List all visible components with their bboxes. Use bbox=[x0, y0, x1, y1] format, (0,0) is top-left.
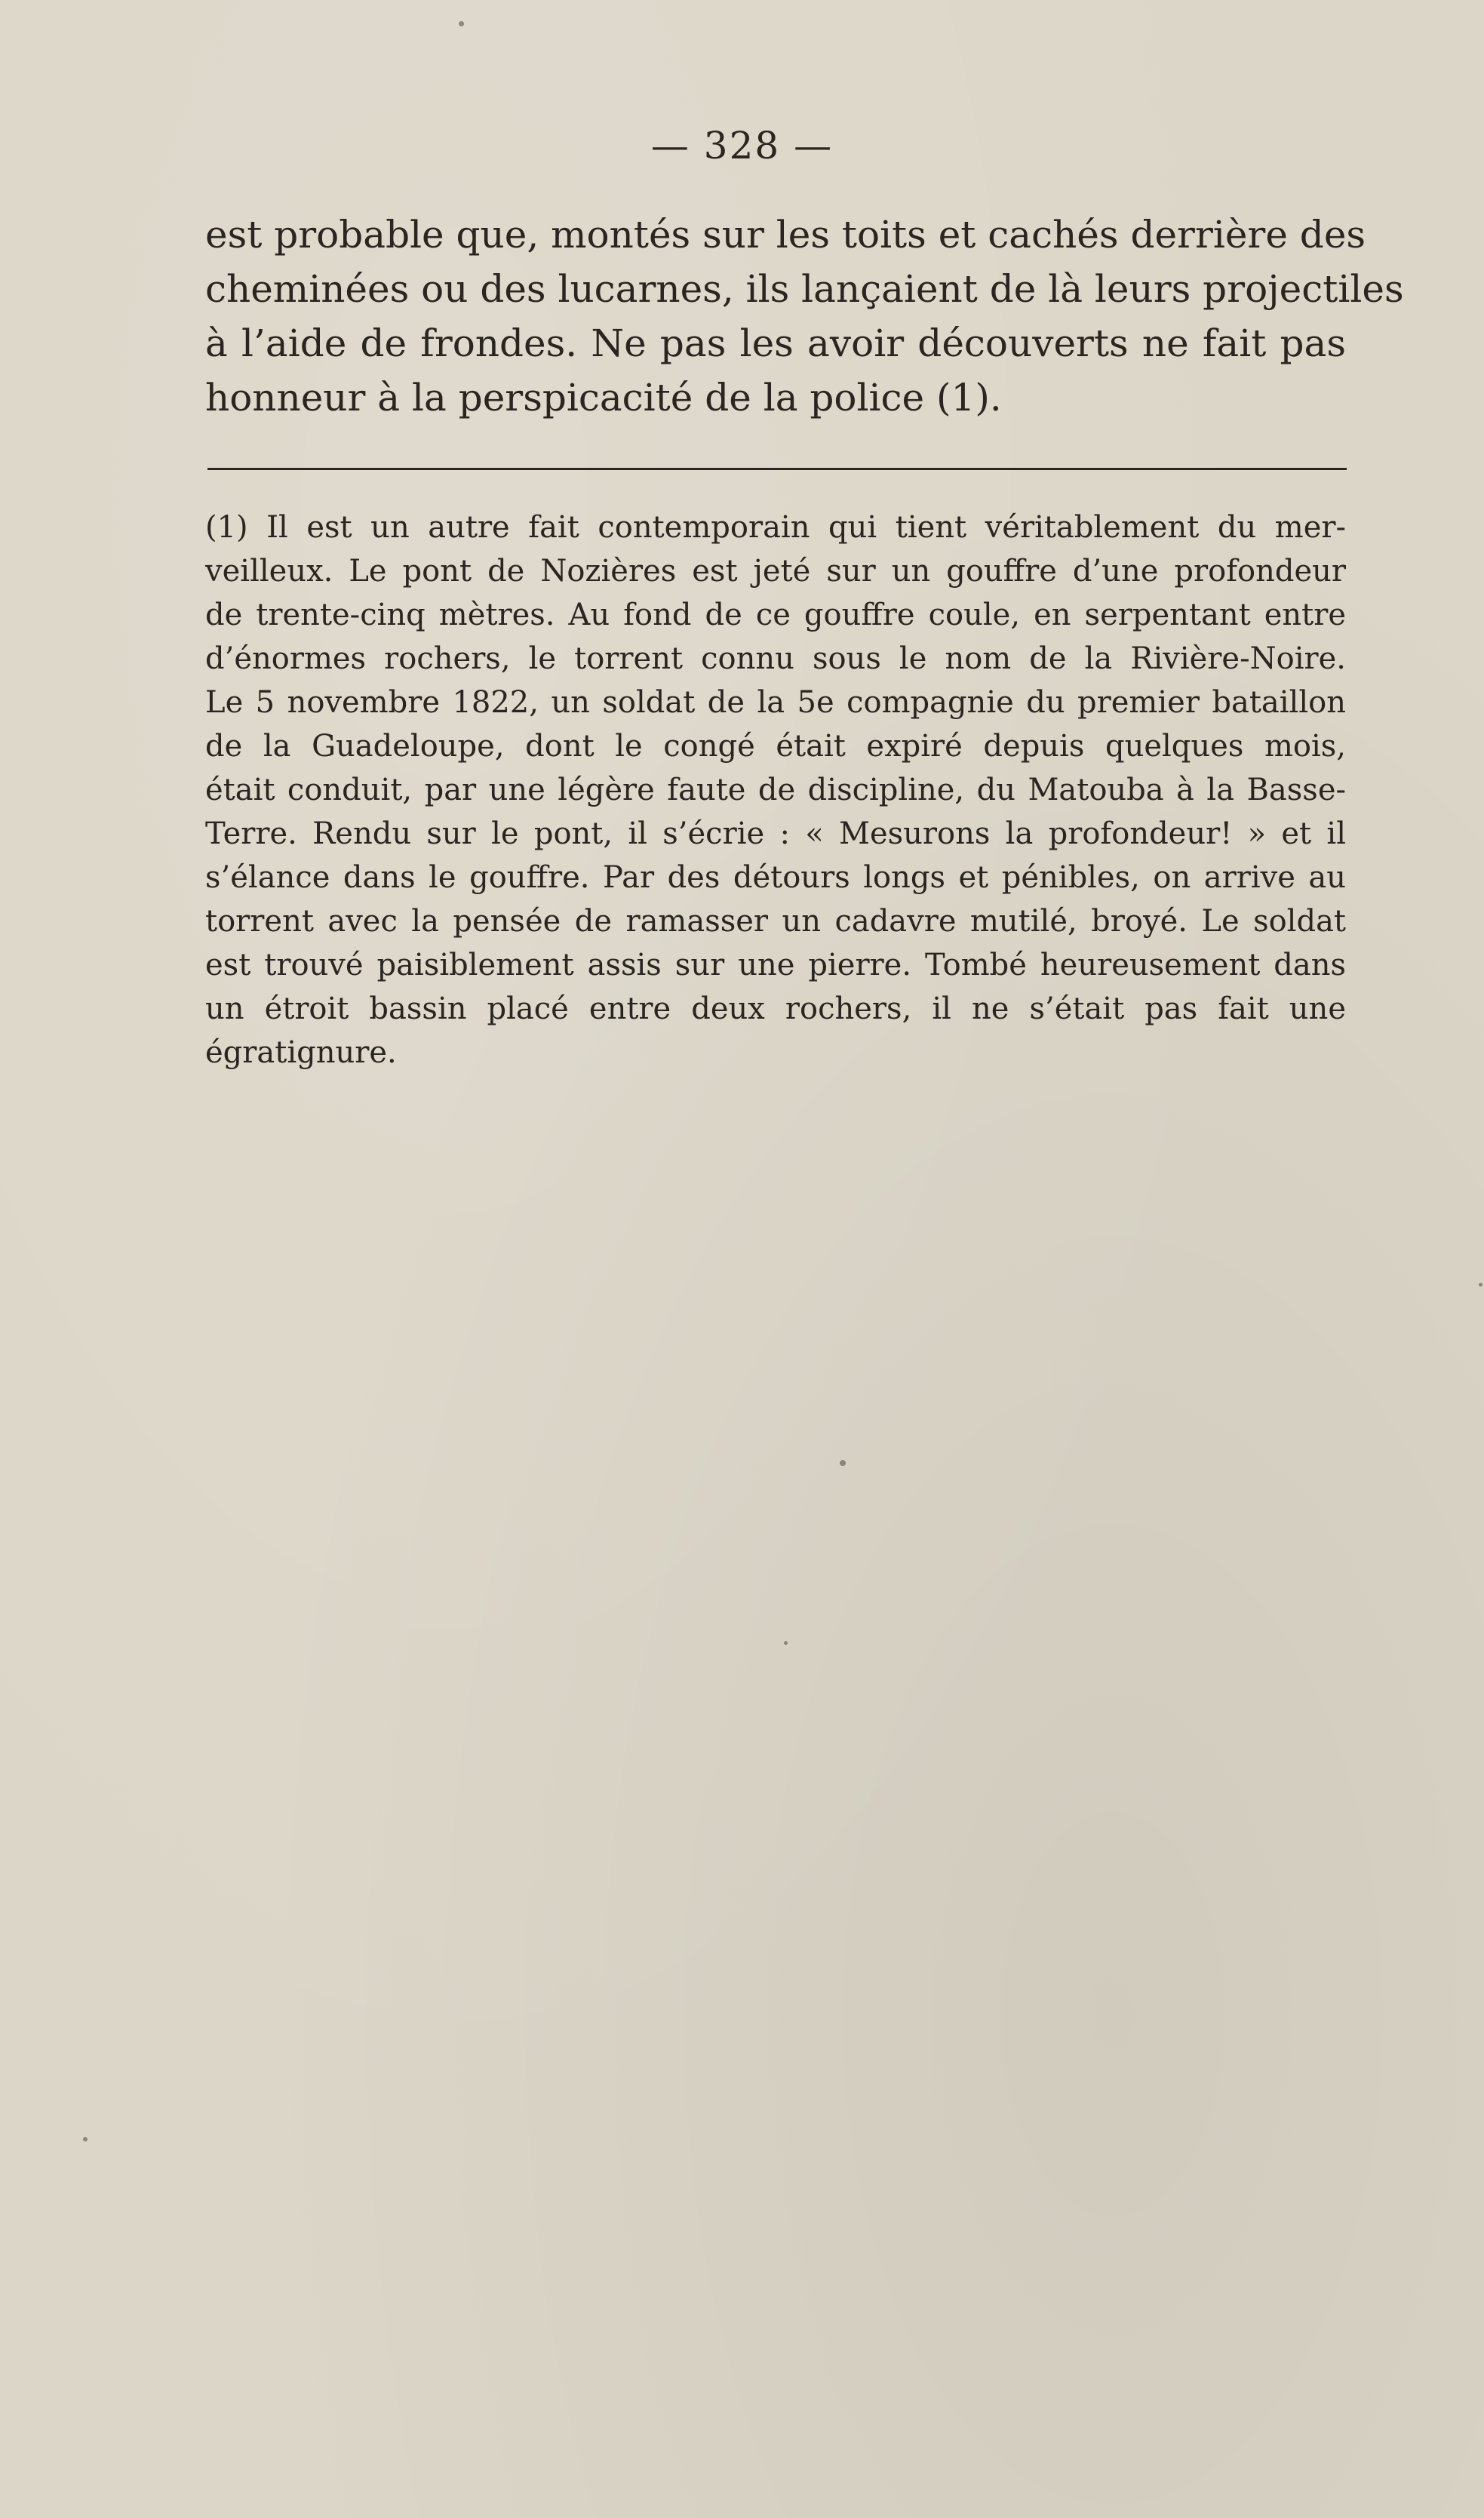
paper-speck bbox=[840, 1460, 846, 1466]
footnote-divider bbox=[207, 468, 1347, 470]
footnote-line: est trouvé paisiblement assis sur une pierre. Tombé heureusement dans bbox=[205, 948, 1346, 982]
footnote-line: de la Guadeloupe, dont le congé était expiré depuis quelques mois, bbox=[205, 729, 1346, 764]
paper-speck bbox=[83, 2137, 88, 2141]
footnote-line: (1) Il est un autre fait contemporain qui tient véritablement du mer- bbox=[205, 510, 1346, 545]
paper-speck bbox=[459, 21, 464, 26]
footnote-line: s’élance dans le gouffre. Par des détours longs et pénibles, on arrive au bbox=[205, 860, 1346, 895]
footnote-line: égratignure. bbox=[205, 1035, 397, 1070]
footnote bbox=[205, 506, 1346, 1075]
main-text-line: à l’aide de frondes. Ne pas les avoir découverts ne fait pas bbox=[205, 321, 1346, 365]
paper-speck bbox=[1479, 1283, 1482, 1287]
footnote-line: d’énormes rochers, le torrent connu sous le nom de la Rivière-Noire. bbox=[205, 641, 1346, 676]
footnote-line: torrent avec la pensée de ramasser un cadavre mutilé, broyé. Le soldat bbox=[205, 904, 1346, 939]
page-number: — 328 — bbox=[650, 124, 834, 168]
footnote-line: Terre. Rendu sur le pont, il s’écrie : « Mesurons la profondeur! » et il bbox=[205, 816, 1346, 851]
footnote-line: veilleux. Le pont de Nozières est jeté sur un gouffre d’une profondeur bbox=[205, 554, 1346, 589]
footnote-line: un étroit bassin placé entre deux rochers, il ne s’était pas fait une bbox=[205, 992, 1346, 1026]
main-text-line: honneur à la perspicacité de la police (1). bbox=[205, 376, 1002, 420]
paper-speck bbox=[784, 1641, 788, 1645]
main-text-line: cheminées ou des lucarnes, ils lançaient de là leurs projectiles bbox=[205, 267, 1404, 311]
main-paragraph bbox=[205, 208, 1404, 425]
main-text-line: est probable que, montés sur les toits et cachés derrière des bbox=[205, 213, 1366, 257]
footnote-line: Le 5 novembre 1822, un soldat de la 5e compagnie du premier bataillon bbox=[205, 685, 1346, 720]
footnote-line: de trente-cinq mètres. Au fond de ce gouffre coule, en serpentant entre bbox=[205, 598, 1346, 632]
footnote-line: était conduit, par une légère faute de discipline, du Matouba à la Basse- bbox=[205, 773, 1346, 807]
